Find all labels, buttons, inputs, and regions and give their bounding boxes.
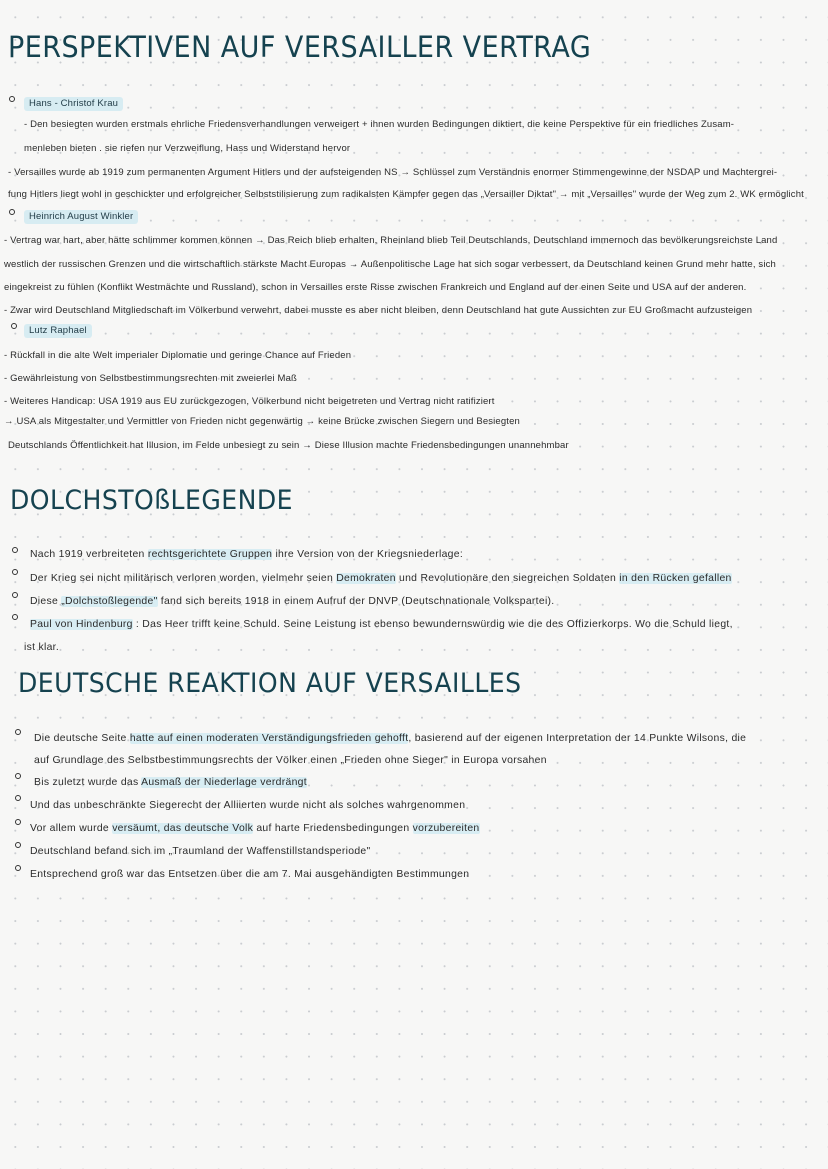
section-title-perspektiven: PERSPEKTIVEN AUF VERSAILLER VERTRAG: [8, 30, 592, 64]
text-line: menleben bieten . sie riefen nur Verzweiflung, Hass und Widerstand hervor: [24, 143, 351, 154]
text-line: - Weiteres Handicap: USA 1919 aus EU zurückgezogen, Völkerbund nicht beigetreten und Vertrag nicht ratifiziert: [4, 396, 495, 407]
text-line: → USA als Mitgestalter und Vermittler von Frieden nicht gegenwärtig → keine Brücke zwischen Siegern und Besiegten: [4, 416, 520, 427]
bullet-icon: [15, 729, 21, 735]
bullet-icon: [9, 96, 15, 102]
text-line: Entsprechend groß war das Entsetzen über die am 7. Mai ausgehändigten Bestimmungen: [30, 869, 470, 880]
text-line: eingekreist zu fühlen (Konflikt Westmächte und Russland), schon in Versailles erste Risse zwischen Frankreich und England auf der einen Seite und USA auf der anderen.: [4, 282, 747, 293]
text-line: [30, 595, 555, 609]
bullet-icon: [12, 614, 18, 620]
text-span: auf harte Friedensbedingungen: [253, 823, 413, 834]
highlight: rechtsgerichtete Gruppen: [147, 549, 273, 560]
text-span: Vor allem wurde: [30, 823, 113, 834]
section-title-dolchstoss: DOLCHSTOßLEGENDE: [10, 485, 293, 516]
bullet-icon: [9, 209, 15, 215]
highlight: Demokraten: [336, 573, 396, 584]
text-line: Deutschlands Öffentlichkeit hat Illusion, im Felde unbesiegt zu sein → Diese Illusion machte Friedensbedingungen unannehmbar: [8, 440, 569, 451]
author-name: Hans - Christof Krau: [24, 97, 123, 111]
author-name: Lutz Raphael: [24, 324, 92, 338]
text-line: - Den besiegten wurden erstmals ehrliche Friedensverhandlungen verweigert + ihnen wurden Bedingungen diktiert, die keine Perspektive für ein friedliches Zusam-: [24, 119, 735, 130]
author-heading-winkler: [24, 210, 138, 224]
highlight: Paul von Hindenburg: [30, 619, 133, 630]
text-line: [30, 572, 732, 586]
bullet-icon: [12, 547, 18, 553]
bullet-icon: [15, 842, 21, 848]
text-line: Und das unbeschränkte Siegerecht der Alliierten wurde nicht als solches wahrgenommen: [30, 800, 466, 811]
bullet-icon: [15, 865, 21, 871]
bullet-icon: [11, 323, 17, 329]
text-line: Deutschland befand sich im „Traumland der Waffenstillstandsperiode": [30, 846, 371, 857]
text-line: - Vertrag war hart, aber hätte schlimmer kommen können → Das Reich blieb erhalten, Rheinland blieb Teil Deutschlands, Deutschland immernoch das bevölkerungsreichste Land: [4, 235, 778, 246]
bullet-icon: [15, 795, 21, 801]
author-name: Heinrich August Winkler: [24, 210, 138, 224]
text-line: westlich der russischen Grenzen und die wirtschaftlich stärkste Macht Europas → Außenpolitische Lage hat sich sogar verbessert, da Deutschland keinen Grund mehr hatte, sich: [4, 259, 776, 270]
text-span: Bis zuletzt wurde das: [34, 777, 142, 788]
text-span: fand sich bereits 1918 in einem Aufruf der DNVP (Deutschnationale Volkspartei).: [157, 596, 555, 607]
highlight: Ausmaß der Niederlage verdrängt: [141, 777, 307, 788]
text-span: : Das Heer trifft keine Schuld. Seine Leistung ist ebenso bewundernswürdig wie die des Offizierkorps. Wo die Schuld liegt,: [132, 619, 733, 630]
bullet-icon: [12, 569, 18, 575]
highlight: vorzubereiten: [412, 823, 480, 834]
text-line: [30, 548, 463, 562]
highlight: hatte auf einen moderaten Verständigungsfrieden gehofft: [129, 733, 409, 744]
text-line: [34, 732, 746, 746]
text-line: - Gewährleistung von Selbstbestimmungsrechten mit zweierlei Maß: [4, 373, 297, 384]
bullet-icon: [15, 819, 21, 825]
text-span: Nach 1919 verbreiteten: [30, 549, 148, 560]
text-line: - Zwar wird Deutschland Mitgliedschaft im Völkerbund verwehrt, dabei musste es aber nicht bleiben, denn Deutschland hat gute Aussichten zur EU Großmacht aufzusteigen: [4, 305, 753, 316]
text-span: Der Krieg sei nicht militärisch verloren worden, vielmehr seien: [30, 573, 337, 584]
text-line: [30, 618, 733, 632]
text-line: auf Grundlage des Selbstbestimmungsrechts der Völker einen „Frieden ohne Sieger" in Europa vorsahen: [34, 755, 547, 766]
bullet-icon: [12, 592, 18, 598]
text-line: [30, 822, 480, 836]
text-span: und Revolutionäre den siegreichen Soldaten: [395, 573, 620, 584]
author-heading-raphael: [24, 324, 92, 338]
text-span: , basierend auf der eigenen Interpretation der 14 Punkte Wilsons, die: [408, 733, 747, 744]
section-title-reaktion: DEUTSCHE REAKTION AUF VERSAILLES: [18, 668, 522, 699]
text-span: ihre Version von der Kriegsniederlage:: [272, 549, 464, 560]
author-heading-krau: [24, 97, 123, 111]
highlight: versäumt, das deutsche Volk: [112, 823, 254, 834]
bullet-icon: [15, 773, 21, 779]
text-span: Diese: [30, 596, 62, 607]
text-line: ist klar.: [24, 642, 60, 653]
text-line: - Rückfall in die alte Welt imperialer Diplomatie und geringe Chance auf Frieden: [4, 350, 352, 361]
highlight: in den Rücken gefallen: [619, 573, 732, 584]
highlight: „Dolchstoßlegende": [61, 596, 158, 607]
text-line: fung Hitlers liegt wohl in geschickter und erfolgreicher Selbststilisierung zum radikalsten Kämpfer gegen das „Versailler Diktat" → mit „Versailles" wurde der Weg zum 2. WK ermöglicht: [8, 189, 804, 200]
text-line: [34, 776, 307, 790]
text-line: - Versailles wurde ab 1919 zum permanenten Argument Hitlers und der aufsteigenden NS → Schlüssel zum Verständnis enormer Stimmengewinne der NSDAP und Machtergrei-: [8, 167, 778, 178]
text-span: Die deutsche Seite: [34, 733, 130, 744]
